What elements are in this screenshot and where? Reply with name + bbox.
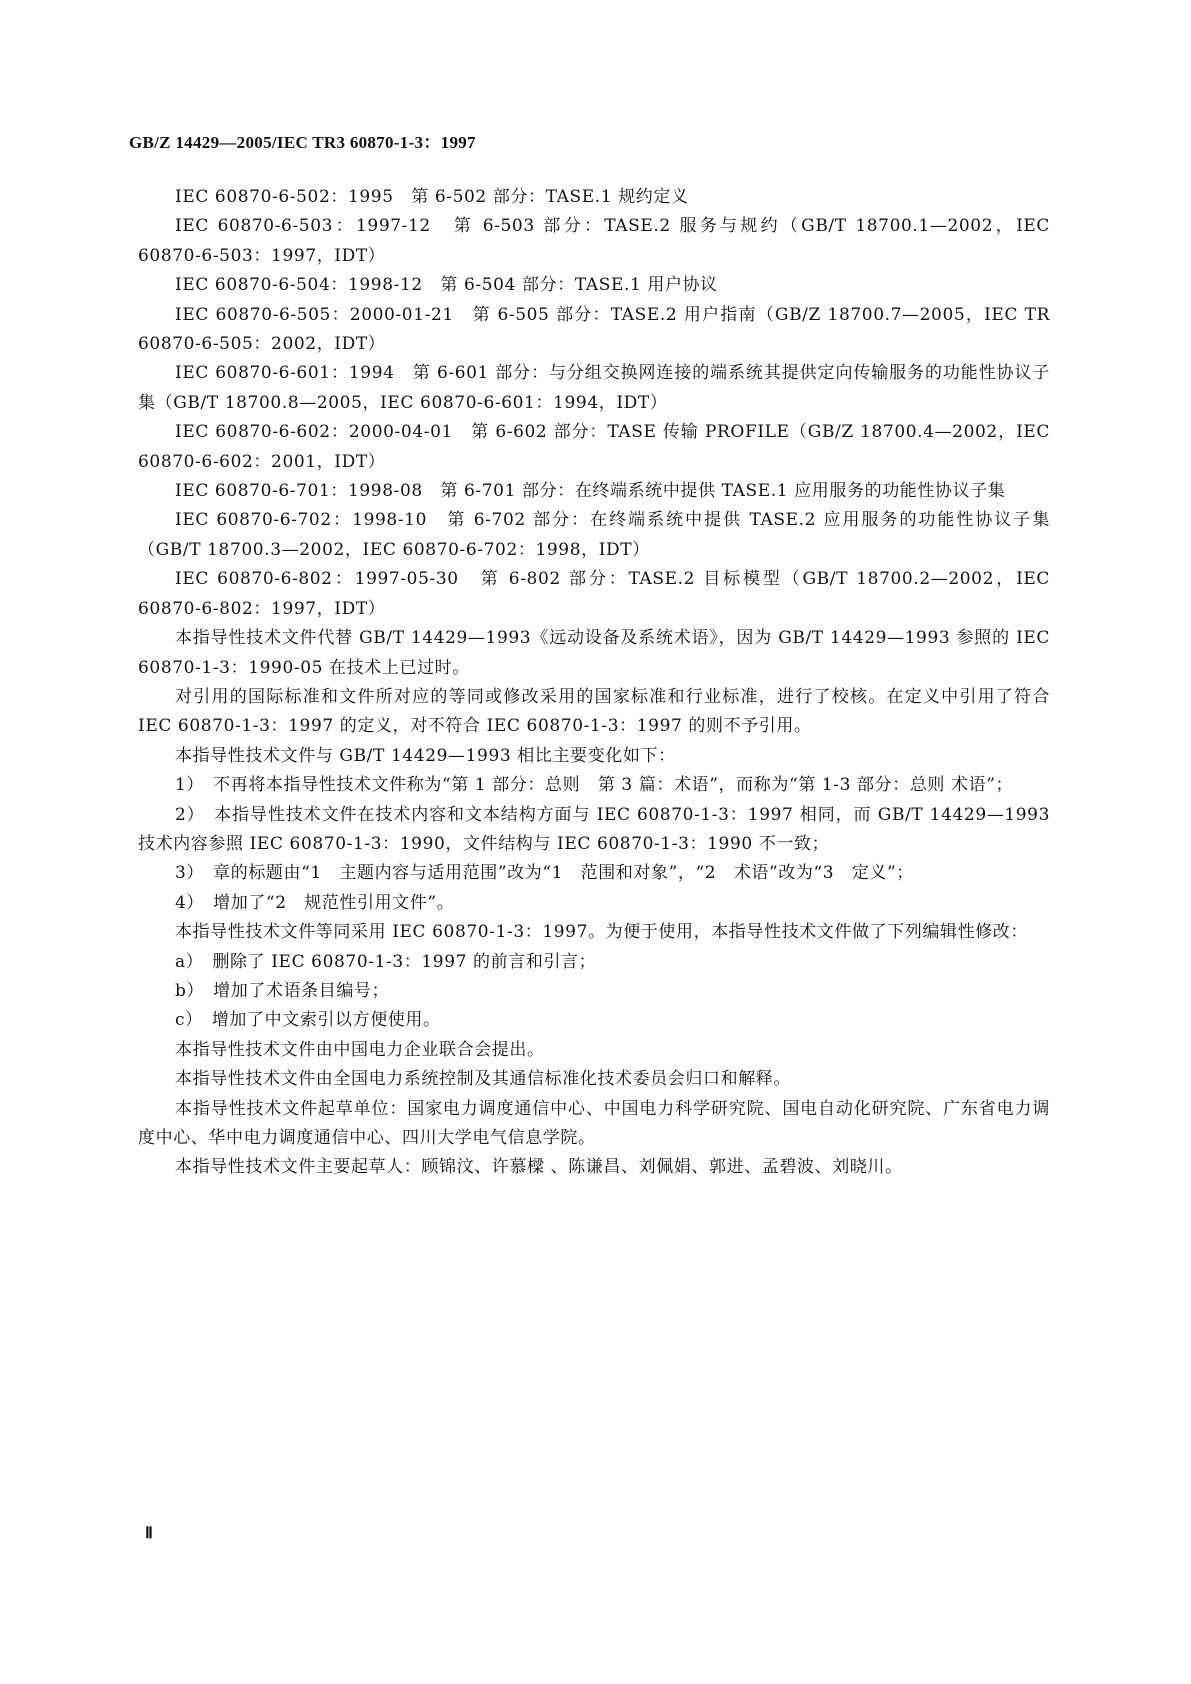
body-paragraph: 对引用的国际标准和文件所对应的等同或修改采用的国家标准和行业标准，进行了校核。在定义中引用了符合 IEC 60870-1-3：1997 的定义，对不符合 IEC 60870-1-3：1997 的则不予引用。 [138, 686, 1050, 737]
reference-item: IEC 60870-6-504：1998-12 第 6-504 部分：TASE.1 用户协议 [175, 275, 718, 296]
reference-item: IEC 60870-6-602：2000-04-01 第 6-602 部分：TASE 传输 PROFILE（GB/Z 18700.4—2002，IEC 60870-6-602：2001，IDT） [138, 422, 1050, 472]
body-paragraph: 本指导性技术文件等同采用 IEC 60870-1-3：1997。为便于使用，本指导性技术文件做了下列编辑性修改： [175, 922, 1029, 943]
body-paragraph: 本指导性技术文件由中国电力企业联合会提出。 [175, 1039, 545, 1060]
reference-item: IEC 60870-6-702：1998-10 第 6-702 部分：在终端系统中提供 TASE.2 应用服务的功能性协议子集（GB/T 18700.3—2002，IEC 60870-6-702：1998，IDT） [138, 510, 1050, 560]
change-list-item: 1） 不再将本指导性技术文件称为“第 1 部分：总则 第 3 篇：术语”，而称为“第 1-3 部分：总则 术语”； [175, 775, 1014, 796]
reference-item: IEC 60870-6-505：2000-01-21 第 6-505 部分：TASE.2 用户指南（GB/Z 18700.7—2005，IEC TR 60870-6-505：2002，IDT） [138, 304, 1050, 355]
change-list-item: 3） 章的标题由“1 主题内容与适用范围”改为“1 范围和对象”，“2 术语”改为“3 定义”； [175, 863, 914, 884]
change-list-item: 4） 增加了“2 规范性引用文件”。 [175, 892, 455, 913]
body-paragraph: 本指导性技术文件代替 GB/T 14429—1993《远动设备及系统术语》，因为 GB/T 14429—1993 参照的 IEC 60870-1-3：1990-05 在技术上已过时。 [138, 628, 1050, 678]
reference-item: IEC 60870-6-701：1998-08 第 6-701 部分：在终端系统中提供 TASE.1 应用服务的功能性协议子集 [175, 481, 1006, 502]
page-number: Ⅱ [145, 1525, 153, 1542]
reference-item: IEC 60870-6-503：1997-12 第 6-503 部分：TASE.2 服务与规约（GB/T 18700.1—2002，IEC 60870-6-503：1997，IDT） [138, 216, 1050, 266]
change-list-item: 2） 本指导性技术文件在技术内容和文本结构方面与 IEC 60870-1-3：1997 相同，而 GB/T 14429—1993 技术内容参照 IEC 60870-1-3：1990，文件结构与 IEC 60870-1-3：1990 不一致； [138, 804, 1050, 854]
edit-list-item: c） 增加了中文索引以方便使用。 [175, 1010, 441, 1031]
reference-item: IEC 60870-6-802：1997-05-30 第 6-802 部分：TASE.2 目标模型（GB/T 18700.2—2002，IEC 60870-6-802：1997，IDT） [138, 569, 1050, 619]
reference-item: IEC 60870-6-601：1994 第 6-601 部分：与分组交换网连接的端系统其提供定向传输服务的功能性协议子集（GB/T 18700.8—2005，IEC 60870-6-601：1994，IDT） [138, 363, 1050, 413]
body-paragraph: 本指导性技术文件由全国电力系统控制及其通信标准化技术委员会归口和解释。 [175, 1069, 791, 1090]
body-paragraph: 本指导性技术文件主要起草人：顾锦汶、许慕樑 、陈谦昌、刘佩娟、郭进、孟碧波、刘晓川。 [175, 1157, 903, 1178]
document-header: GB/Z 14429—2005/IEC TR3 60870-1-3：1997 [129, 133, 476, 152]
document-body [138, 183, 1050, 1183]
edit-list-item: b） 增加了术语条目编号； [175, 980, 390, 1001]
reference-item: IEC 60870-6-502：1995 第 6-502 部分：TASE.1 规约定义 [175, 187, 689, 207]
edit-list-item: a） 删除了 IEC 60870-1-3：1997 的前言和引言； [175, 951, 597, 972]
body-paragraph: 本指导性技术文件与 GB/T 14429—1993 相比主要变化如下： [175, 745, 676, 766]
body-paragraph: 本指导性技术文件起草单位：国家电力调度通信中心、中国电力科学研究院、国电自动化研究院、广东省电力调度中心、华中电力调度通信中心、四川大学电气信息学院。 [138, 1098, 1050, 1148]
